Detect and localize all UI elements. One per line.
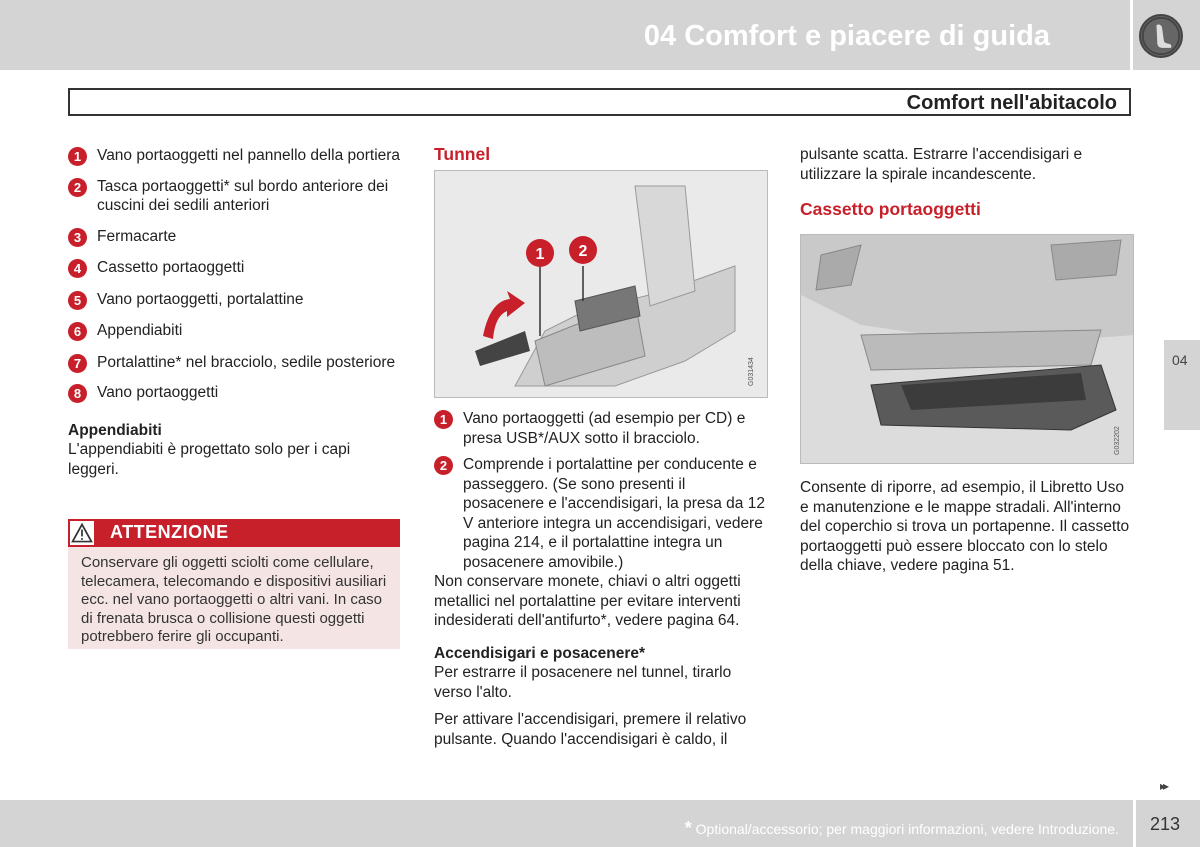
chapter-side-tab bbox=[1164, 340, 1200, 430]
list-item-text: Vano portaoggetti (ad esempio per CD) e presa USB*/AUX sotto il bracciolo. bbox=[463, 410, 746, 447]
list-item-text: Appendiabiti bbox=[97, 322, 183, 339]
lighter-title: Accendisigari e posacenere* bbox=[434, 644, 646, 662]
section-title: Comfort nell'abitacolo bbox=[906, 92, 1117, 114]
right-text bbox=[800, 478, 1134, 576]
image-code: G031434 bbox=[748, 357, 755, 386]
list-item bbox=[68, 227, 402, 247]
appendiabiti-text: L'appendiabiti è progettato solo per i capi leggeri. bbox=[68, 441, 351, 478]
list-item-text: Portalattine* nel bracciolo, sedile posteriore bbox=[97, 353, 396, 371]
warning-title: ATTENZIONE bbox=[110, 522, 229, 542]
number-badge: 1 bbox=[68, 147, 87, 166]
list-item-text: Tasca portaoggetti* sul bordo anteriore dei cuscini dei sedili anteriori bbox=[97, 177, 389, 214]
chapter-title: 04 Comfort e piacere di guida bbox=[643, 20, 1050, 52]
continued-text: pulsante scatta. Estrarre l'accendisigari e utilizzare la spirale incandescente. bbox=[800, 146, 1083, 183]
list-item-text: Fermacarte bbox=[97, 227, 177, 245]
list-item bbox=[68, 353, 402, 373]
number-badge: 1 bbox=[434, 410, 453, 429]
list-item bbox=[434, 455, 768, 572]
footer-note bbox=[685, 818, 1119, 839]
list-item bbox=[68, 383, 402, 403]
list-item-text: Vano portaoggetti, portalattine bbox=[97, 290, 304, 308]
list-item bbox=[68, 321, 402, 341]
page-number-box bbox=[1136, 800, 1200, 847]
left-column bbox=[68, 146, 402, 479]
middle-text bbox=[434, 409, 768, 749]
page-number: 213 bbox=[1150, 814, 1181, 834]
list-item-text: Cassetto portaoggetti bbox=[97, 259, 245, 276]
warning-text: Conservare gli oggetti sciolti come cellulare, telecamera, telecomando e dispositivi ausiliari ecc. nel vano portaoggetti o altri vani. In caso di frenata brusca o collisione questi oggetti potrebbero ferire gli occupanti. bbox=[81, 554, 387, 645]
number-badge: 6 bbox=[68, 322, 87, 341]
footer-bar bbox=[0, 800, 1133, 847]
number-badge: 2 bbox=[434, 456, 453, 475]
glovebox-text: Consente di riporre, ad esempio, il Libretto Uso e manutenzione e le mappe stradali. All'interno del coperchio si trova un portapenne. Il cassetto portaoggetti può essere bloccato con lo stelo della chiave, vedere pagina 51. bbox=[800, 479, 1130, 574]
list-item-text: Vano portaoggetti nel pannello della portiera bbox=[97, 147, 401, 164]
image-code: G032202 bbox=[1114, 426, 1121, 455]
section-header bbox=[68, 88, 1131, 116]
warning-box bbox=[68, 519, 400, 649]
list-item bbox=[68, 290, 402, 310]
tunnel-image bbox=[434, 170, 768, 398]
warning-triangle-icon bbox=[68, 519, 96, 547]
side-tab-label: 04 bbox=[1172, 352, 1188, 368]
callout-label-1: 1 bbox=[535, 246, 545, 263]
number-badge: 5 bbox=[68, 291, 87, 310]
appendiabiti-title: Appendiabiti bbox=[68, 421, 162, 439]
number-badge: 7 bbox=[68, 354, 87, 373]
middle-column bbox=[434, 145, 768, 165]
footer-note-text: Optional/accessorio; per maggiori informazioni, vedere Introduzione. bbox=[695, 821, 1119, 837]
tunnel-illustration bbox=[435, 171, 768, 398]
seat-icon bbox=[1139, 14, 1183, 58]
storage-list bbox=[68, 146, 402, 403]
callout-label-2: 2 bbox=[578, 243, 588, 260]
number-badge: 2 bbox=[68, 178, 87, 197]
number-badge: 3 bbox=[68, 228, 87, 247]
list-item bbox=[68, 146, 402, 166]
list-item-text: Comprende i portalattine per conducente e passeggero. (Se sono presenti il posacenere e l'accendisigari, la presa da 12 V anteriore integra un accendisigari, vedere pagina 214, e il portalattine integra un posacenere amovibile.) bbox=[463, 456, 765, 571]
lighter-text-1: Per estrarre il posacenere nel tunnel, tirarlo verso l'alto. bbox=[434, 664, 732, 701]
header-bar bbox=[0, 0, 1130, 70]
next-page-icon: ▸▸ bbox=[1160, 779, 1167, 793]
glovebox-illustration bbox=[801, 235, 1134, 464]
list-item bbox=[68, 177, 402, 216]
right-column bbox=[800, 145, 1134, 220]
asterisk: * bbox=[684, 818, 692, 838]
list-item bbox=[68, 258, 402, 278]
tunnel-heading: Tunnel bbox=[434, 144, 491, 164]
warning-header bbox=[68, 519, 400, 547]
list-item bbox=[434, 409, 768, 448]
lighter-text-2: Per attivare l'accendisigari, premere il relativo pulsante. Quando l'accendisigari è caldo, il bbox=[434, 711, 747, 748]
tunnel-note: Non conservare monete, chiavi o altri oggetti metallici nel portalattine per evitare interventi indesiderati dell'antifurto*, vedere pagina 64. bbox=[434, 573, 741, 629]
glovebox-image bbox=[800, 234, 1134, 464]
glovebox-heading: Cassetto portaoggetti bbox=[800, 199, 981, 219]
number-badge: 8 bbox=[68, 384, 87, 403]
list-item-text: Vano portaoggetti bbox=[97, 384, 219, 401]
number-badge: 4 bbox=[68, 259, 87, 278]
tunnel-list bbox=[434, 409, 768, 572]
